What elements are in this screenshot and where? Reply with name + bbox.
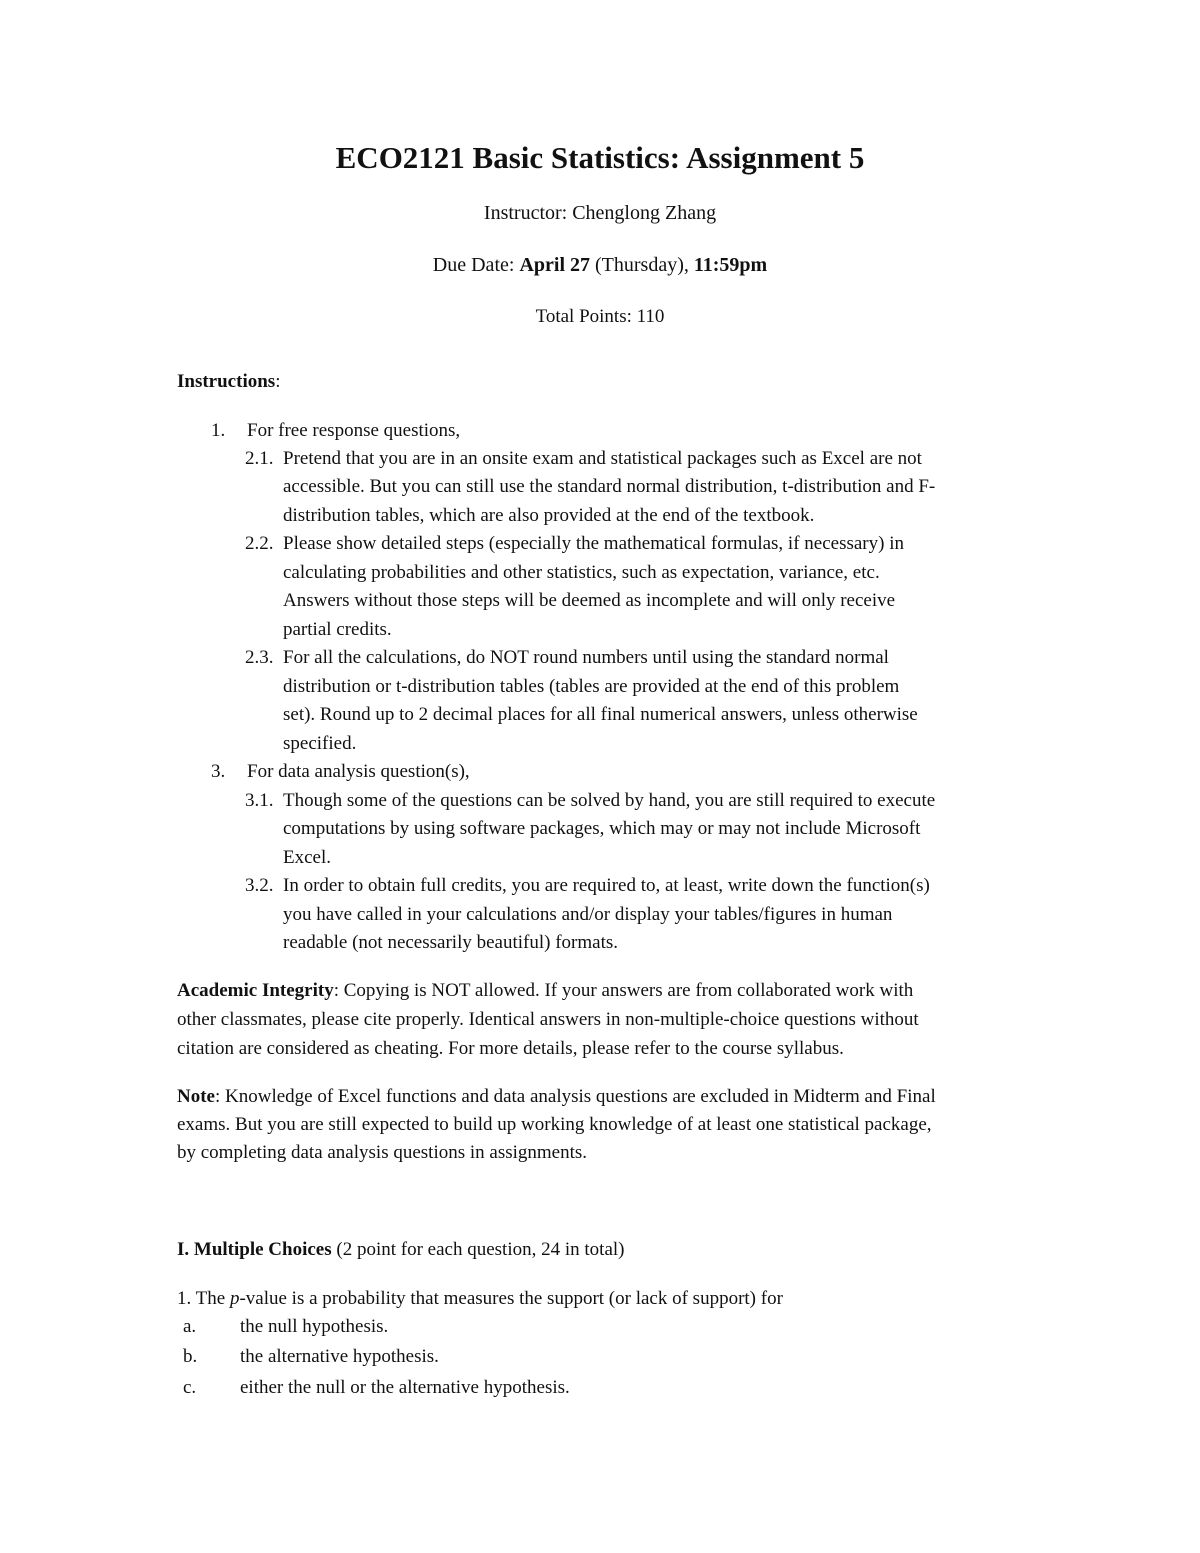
question-italic: p xyxy=(229,1288,240,1309)
list-text: For free response questions, xyxy=(247,420,461,441)
note-line xyxy=(177,1082,936,1111)
sub-list-line: For all the calculations, do NOT round numbers until using the standard normal xyxy=(283,647,889,668)
sub-list-line: set). Round up to 2 decimal places for all final numerical answers, unless otherwise xyxy=(283,704,918,725)
list-number: 3. xyxy=(211,761,226,782)
academic-integrity-line xyxy=(177,976,913,1005)
due-prefix: Due Date: xyxy=(432,254,520,276)
question-prefix: 1. The xyxy=(177,1288,230,1309)
sub-list-line: readable (not necessarily beautiful) formats. xyxy=(283,932,618,953)
instructor-line: Instructor: Chenglong Zhang xyxy=(483,202,717,224)
section-subtitle: (2 point for each question, 24 in total) xyxy=(331,1239,625,1260)
instructions-heading xyxy=(177,367,280,396)
list-number: 1. xyxy=(211,420,226,441)
due-date: April 27 xyxy=(519,254,590,276)
instructions-colon: : xyxy=(275,371,281,392)
sub-list-number: 2.1. xyxy=(245,448,274,469)
section-heading xyxy=(177,1235,625,1264)
option-letter: b. xyxy=(183,1346,198,1367)
list-text: For data analysis question(s), xyxy=(247,761,470,782)
sub-list-line: partial credits. xyxy=(283,619,392,640)
sub-list-line: specified. xyxy=(283,733,357,754)
sub-list-line: distribution or t-distribution tables (tables are provided at the end of this problem xyxy=(283,676,900,697)
section-title: I. Multiple Choices xyxy=(177,1239,332,1260)
total-points: Total Points: 110 xyxy=(535,306,665,327)
sub-list-number: 2.3. xyxy=(245,647,274,668)
sub-list-line: Pretend that you are in an onsite exam and statistical packages such as Excel are not xyxy=(283,448,922,469)
option-text: the alternative hypothesis. xyxy=(240,1346,439,1367)
sub-list-line: distribution tables, which are also provided at the end of the textbook. xyxy=(283,505,815,526)
sub-list-line: computations by using software packages, which may or may not include Microsoft xyxy=(283,818,921,839)
note-label: Note xyxy=(177,1086,215,1107)
sub-list-number: 2.2. xyxy=(245,533,274,554)
option-letter: a. xyxy=(183,1316,197,1337)
question-stem xyxy=(177,1284,783,1313)
due-date-line xyxy=(0,254,1200,277)
paragraph-line: exams. But you are still expected to build up working knowledge of at least one statistical package, xyxy=(177,1114,932,1135)
sub-list-line: accessible. But you can still use the standard normal distribution, t-distribution and F- xyxy=(283,476,936,497)
instructions-label: Instructions xyxy=(177,371,276,392)
sub-list-line: you have called in your calculations and/or display your tables/figures in human xyxy=(283,904,893,925)
due-time: 11:59pm xyxy=(693,254,768,276)
sub-list-line: Excel. xyxy=(283,847,332,868)
option-letter: c. xyxy=(183,1377,197,1398)
sub-list-line: Answers without those steps will be deemed as incomplete and will only receive xyxy=(283,590,896,611)
academic-integrity-label: Academic Integrity xyxy=(177,980,334,1001)
paragraph-text: : Knowledge of Excel functions and data analysis questions are excluded in Midterm and Final xyxy=(214,1086,936,1107)
paragraph-text: : Copying is NOT allowed. If your answers are from collaborated work with xyxy=(333,980,914,1001)
option-text: the null hypothesis. xyxy=(240,1316,389,1337)
sub-list-line: In order to obtain full credits, you are required to, at least, write down the function(s) xyxy=(283,875,930,896)
sub-list-line: Please show detailed steps (especially the mathematical formulas, if necessary) in xyxy=(283,533,904,554)
document-title: ECO2121 Basic Statistics: Assignment 5 xyxy=(335,140,865,175)
paragraph-line: other classmates, please cite properly. Identical answers in non-multiple-choice questions without xyxy=(177,1009,919,1030)
paragraph-line: citation are considered as cheating. For more details, please refer to the course syllabus. xyxy=(177,1038,844,1059)
sub-list-number: 3.1. xyxy=(245,790,274,811)
due-day: (Thursday), xyxy=(590,254,694,276)
question-suffix: -value is a probability that measures the support (or lack of support) for xyxy=(239,1288,783,1309)
sub-list-line: calculating probabilities and other statistics, such as expectation, variance, etc. xyxy=(283,562,880,583)
option-text: either the null or the alternative hypothesis. xyxy=(240,1377,570,1398)
sub-list-line: Though some of the questions can be solved by hand, you are still required to execute xyxy=(283,790,936,811)
sub-list-number: 3.2. xyxy=(245,875,274,896)
paragraph-line: by completing data analysis questions in assignments. xyxy=(177,1142,588,1163)
